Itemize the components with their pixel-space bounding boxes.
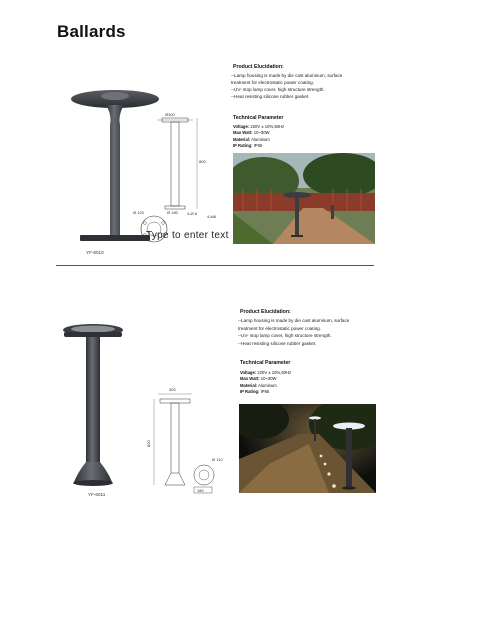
param-label: Material: bbox=[233, 136, 251, 142]
dim-base-d-label: 4-M6 bbox=[207, 214, 217, 219]
param-row bbox=[233, 143, 284, 149]
elucidation-line: treatment for electrostatic power coating. bbox=[231, 80, 314, 85]
param-value: Aluminum bbox=[257, 382, 277, 388]
elucidation-title-1: Product Elucidation: bbox=[233, 64, 284, 70]
dim-base-a-label: Ø 180 bbox=[167, 210, 178, 215]
page-title: Ballards bbox=[57, 22, 126, 41]
elucidation-list-1 bbox=[231, 72, 342, 100]
elucidation-line: --Lamp housing is made by die cast aluminum, surface bbox=[238, 318, 350, 323]
param-value: IP65 bbox=[259, 388, 270, 394]
tech-param-list-2 bbox=[240, 370, 291, 395]
param-value: 220V ± 10%,50Hz bbox=[249, 124, 285, 129]
dim-base-b-label: 180 bbox=[197, 488, 204, 493]
dim-base-b-label: Ø 120 bbox=[133, 210, 144, 215]
param-label: Max Watt: bbox=[240, 376, 260, 382]
param-value: 10~30W bbox=[252, 130, 270, 136]
overlay-text-box[interactable]: Type to enter text bbox=[146, 230, 229, 241]
technical-drawing-1 bbox=[127, 111, 227, 243]
dim-height-label: 800 bbox=[146, 440, 151, 447]
param-label: Voltage: bbox=[233, 124, 250, 129]
elucidation-title-2: Product Elucidation: bbox=[240, 309, 291, 315]
dim-top-label: 300 bbox=[169, 387, 176, 392]
param-label: IP Rating: bbox=[240, 388, 260, 394]
model-number-1: YF-6010 bbox=[86, 250, 104, 255]
param-value: 10~30W bbox=[259, 376, 277, 382]
dim-height-label: 800 bbox=[199, 159, 206, 164]
param-value: 220V ± 10%,50Hz bbox=[256, 370, 292, 375]
tech-param-list-1 bbox=[233, 124, 284, 149]
dim-top-label: Ø300 bbox=[165, 112, 175, 117]
param-label: Voltage: bbox=[240, 370, 257, 375]
param-row bbox=[240, 389, 291, 395]
elucidation-line: --UV- stop lamp cover, high structure strength. bbox=[238, 333, 332, 338]
elucidation-line: --Lamp housing is made by die cast aluminum, surface bbox=[231, 73, 343, 78]
param-value: Aluminum bbox=[250, 136, 270, 142]
bollard-lamp-2-image bbox=[58, 322, 128, 490]
param-label: Material: bbox=[240, 382, 258, 388]
elucidation-line: --UV- stop lamp cover, high structure strength. bbox=[231, 87, 325, 92]
elucidation-line: --Heat resisting silicone rubber gasket. bbox=[238, 340, 317, 346]
elucidation-list-2 bbox=[238, 317, 349, 347]
param-label: Max Watt: bbox=[233, 130, 253, 136]
model-number-2: YF-6011 bbox=[88, 492, 106, 497]
section-divider bbox=[56, 265, 374, 266]
param-label: IP Rating: bbox=[233, 142, 253, 148]
technical-drawing-2 bbox=[146, 385, 226, 497]
tech-param-title-1: Technical Parameter bbox=[233, 115, 284, 121]
dim-base-c-label: 4-Ø 8 bbox=[187, 211, 198, 216]
installation-photo-2 bbox=[239, 404, 376, 493]
elucidation-line: --Heat resisting silicone rubber gasket. bbox=[231, 94, 310, 99]
dim-base-a-label: Ø 110 bbox=[212, 457, 223, 462]
installation-photo-1 bbox=[233, 153, 375, 244]
tech-param-title-2: Technical Parameter bbox=[240, 360, 291, 366]
elucidation-line: treatment for electrostatic power coating. bbox=[238, 325, 321, 331]
param-value: IP65 bbox=[252, 142, 263, 148]
